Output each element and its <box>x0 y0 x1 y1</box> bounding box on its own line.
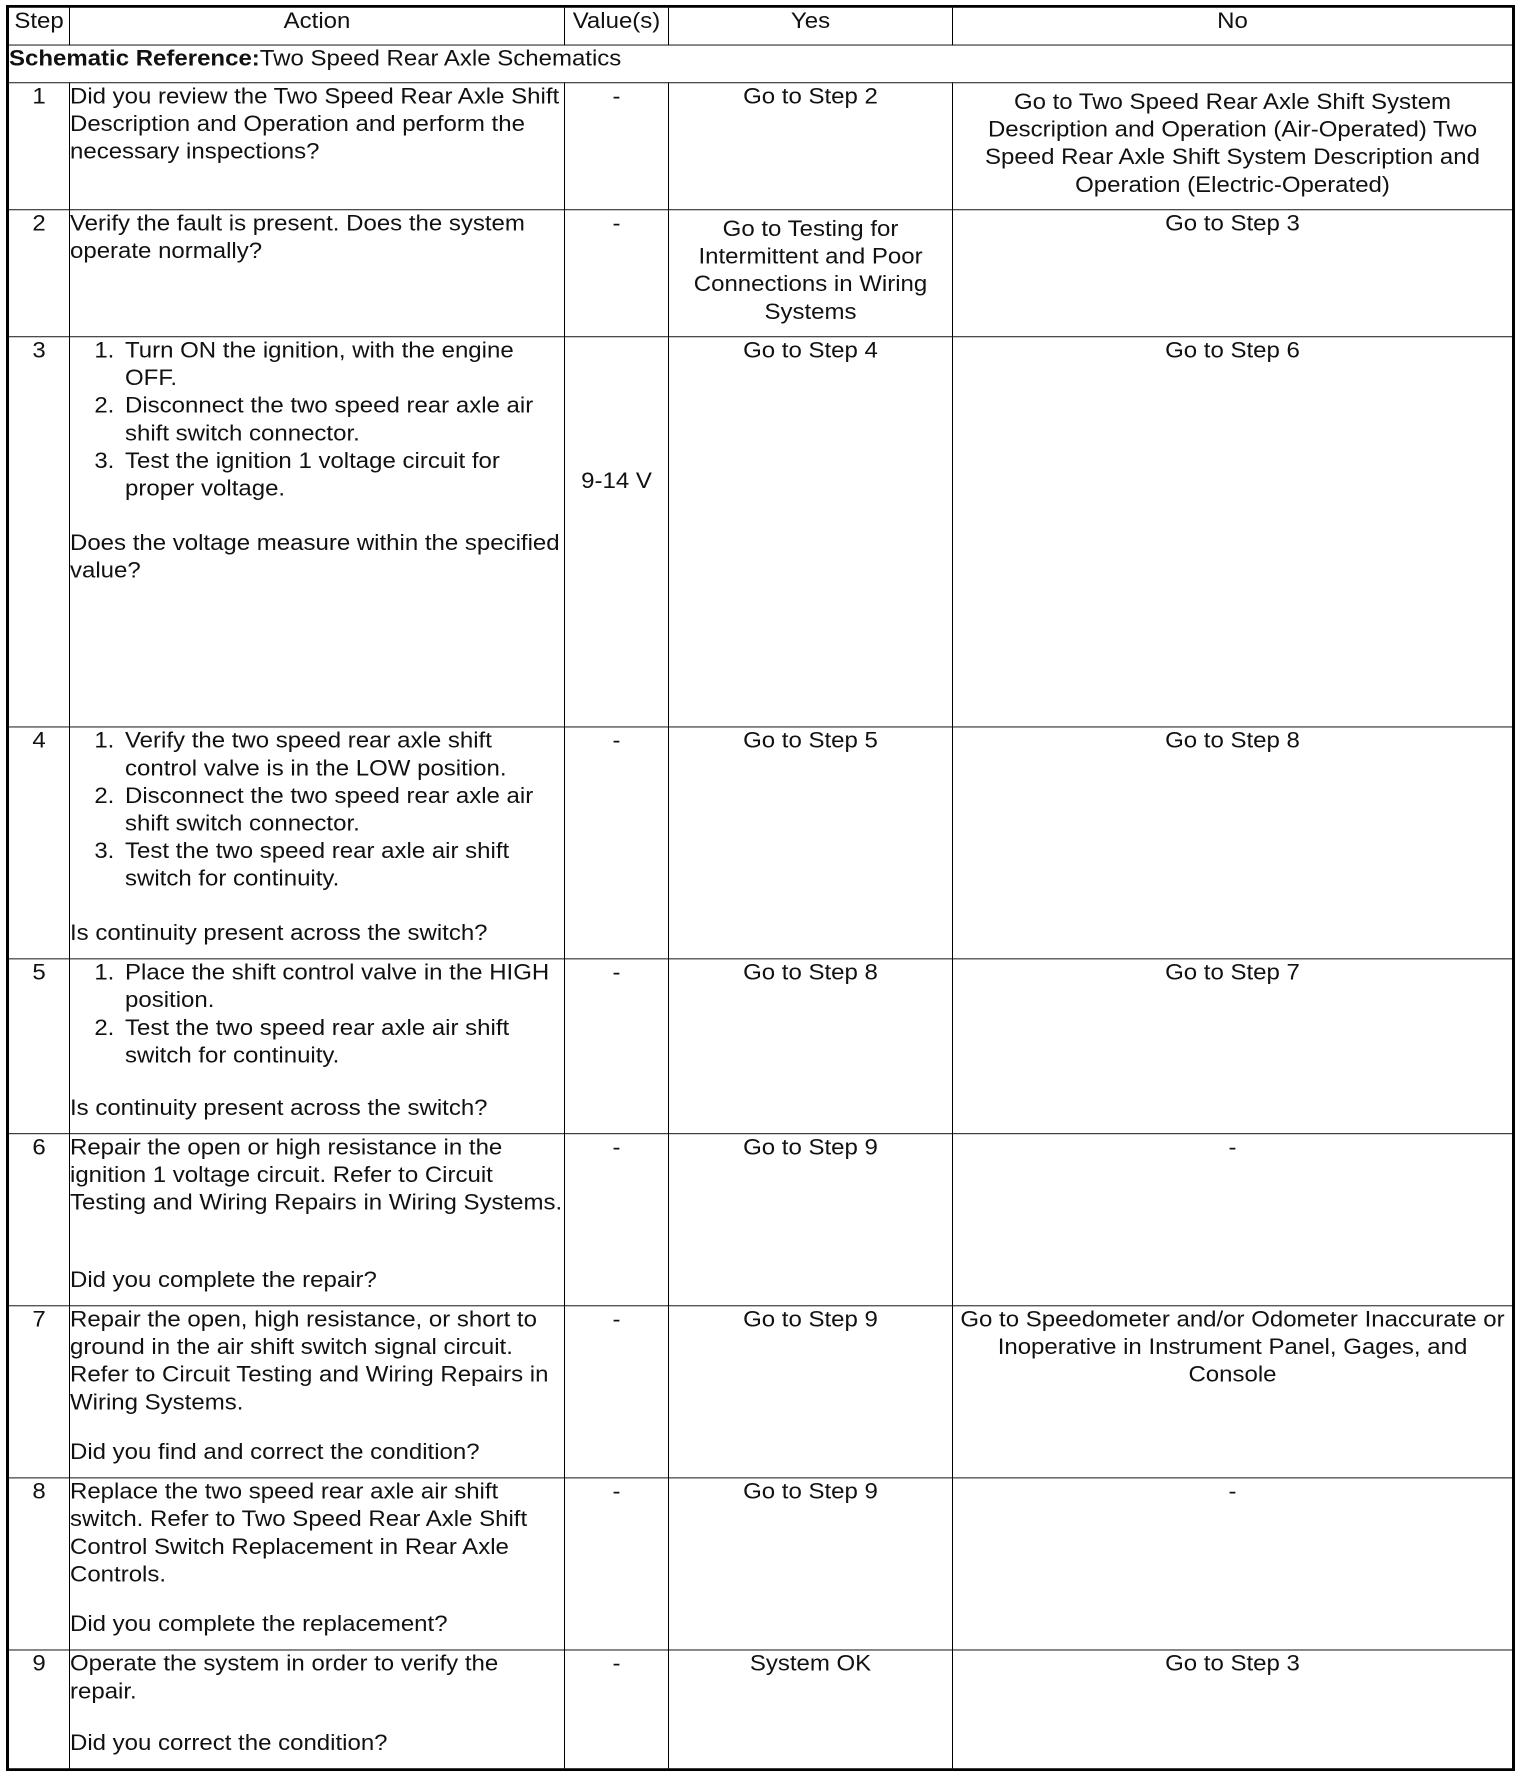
header-row <box>8 6 1514 45</box>
schematic-label: Schematic Reference: <box>9 46 260 72</box>
header-values: Value(s) <box>565 6 669 45</box>
action-question: Did you complete the replacement? <box>70 1611 448 1637</box>
action-step: 1. Verify the two speed rear axle shift control valve is in the LOW position. <box>121 727 564 782</box>
action-cell <box>70 727 565 959</box>
diagnostic-page <box>6 5 1512 1756</box>
schematic-reference <box>8 45 1514 83</box>
value-cell: - <box>565 959 669 1134</box>
action-step: 1. Turn ON the ignition, with the engine OFF. <box>121 337 564 392</box>
action-text: Verify the fault is present. Does the system operate normally? <box>70 211 525 264</box>
action-question: Did you find and correct the condition? <box>70 1439 480 1465</box>
step-number: 8 <box>8 1478 70 1650</box>
value-cell: - <box>565 210 669 337</box>
step-number: 5 <box>8 959 70 1134</box>
step-number: 7 <box>8 1306 70 1478</box>
step-number: 9 <box>8 1650 70 1770</box>
action-text: Repair the open or high resistance in the ignition 1 voltage circuit. Refer to Circuit Testing and Wiring Repairs in Wiring Systems. <box>70 1135 563 1216</box>
table-row <box>8 1650 1514 1770</box>
value-cell: 9-14 V <box>565 337 669 727</box>
header-no: No <box>953 6 1514 45</box>
action-step: 2. Disconnect the two speed rear axle air shift switch connector. <box>121 392 564 447</box>
action-step: 3. Test the two speed rear axle air shift switch for continuity. <box>121 838 564 893</box>
no-result[interactable]: Go to Speedometer and/or Odometer Inaccurate or Inoperative in Instrument Panel, Gages, and Console <box>953 1306 1514 1478</box>
action-question: Is continuity present across the switch? <box>70 920 488 946</box>
value-cell: - <box>565 1650 669 1770</box>
no-result[interactable]: Go to Step 3 <box>953 1650 1514 1770</box>
action-cell <box>70 83 565 210</box>
table-row <box>8 210 1514 337</box>
action-text: Replace the two speed rear axle air shift switch. Refer to Two Speed Rear Axle Shift Control Switch Replacement in Rear Axle Controls. <box>70 1479 528 1587</box>
action-text: Repair the open, high resistance, or short to ground in the air shift switch signal circuit. Refer to Circuit Testing and Wiring Repairs in Wiring Systems. <box>70 1307 549 1415</box>
action-steps <box>70 337 564 503</box>
yes-result[interactable]: Go to Step 2 <box>669 83 953 210</box>
value-cell: - <box>565 1306 669 1478</box>
value-cell: - <box>565 1478 669 1650</box>
step-number: 4 <box>8 727 70 959</box>
table-row <box>8 959 1514 1134</box>
action-cell <box>70 959 565 1134</box>
action-steps <box>70 727 564 893</box>
action-cell <box>70 1134 565 1306</box>
no-result[interactable]: Go to Step 7 <box>953 959 1514 1134</box>
yes-result: System OK <box>669 1650 953 1770</box>
no-result[interactable]: Go to Step 3 <box>953 210 1514 337</box>
table-row <box>8 727 1514 959</box>
action-question: Did you complete the repair? <box>70 1267 377 1293</box>
table-row <box>8 1306 1514 1478</box>
action-question: Does the voltage measure within the specified value? <box>70 530 560 583</box>
step-number: 6 <box>8 1134 70 1306</box>
value-cell: - <box>565 1134 669 1306</box>
header-step: Step <box>8 6 70 45</box>
action-question: Did you correct the condition? <box>70 1730 388 1756</box>
step-number: 2 <box>8 210 70 337</box>
action-cell <box>70 1650 565 1770</box>
action-cell <box>70 1306 565 1478</box>
action-question: Is continuity present across the switch? <box>70 1095 488 1121</box>
action-step: 2. Test the two speed rear axle air shift switch for continuity. <box>121 1015 564 1070</box>
value-cell: - <box>565 727 669 959</box>
action-cell <box>70 337 565 727</box>
header-yes: Yes <box>669 6 953 45</box>
yes-result[interactable]: Go to Step 9 <box>669 1134 953 1306</box>
yes-result[interactable]: Go to Step 4 <box>669 337 953 727</box>
no-result[interactable]: Go to Two Speed Rear Axle Shift System Description and Operation (Air-Operated) Two Speed Rear Axle Shift System Description and Operation (Electric-Operated) <box>953 83 1514 210</box>
header-action: Action <box>70 6 565 45</box>
table-row <box>8 337 1514 727</box>
action-text: Did you review the Two Speed Rear Axle Shift Description and Operation and perform the necessary inspections? <box>70 84 560 165</box>
no-result: - <box>953 1134 1514 1306</box>
action-steps <box>70 959 564 1069</box>
yes-result[interactable]: Go to Testing for Intermittent and Poor Connections in Wiring Systems <box>669 210 953 337</box>
action-step: 3. Test the ignition 1 voltage circuit for proper voltage. <box>121 448 564 503</box>
yes-result[interactable]: Go to Step 9 <box>669 1478 953 1650</box>
step-number: 3 <box>8 337 70 727</box>
table-row <box>8 1478 1514 1650</box>
schematic-link[interactable]: Two Speed Rear Axle Schematics <box>259 46 622 72</box>
step-number: 1 <box>8 83 70 210</box>
action-cell <box>70 210 565 337</box>
no-result[interactable]: Go to Step 6 <box>953 337 1514 727</box>
schematic-row <box>8 45 1514 83</box>
table-row <box>8 83 1514 210</box>
diagnostic-table <box>6 5 1515 1771</box>
table-row <box>8 1134 1514 1306</box>
action-text: Operate the system in order to verify the repair. <box>70 1651 499 1704</box>
value-cell: - <box>565 83 669 210</box>
action-step: 1. Place the shift control valve in the HIGH position. <box>121 959 564 1014</box>
yes-result[interactable]: Go to Step 5 <box>669 727 953 959</box>
action-step: 2. Disconnect the two speed rear axle air shift switch connector. <box>121 783 564 838</box>
no-result: - <box>953 1478 1514 1650</box>
no-result[interactable]: Go to Step 8 <box>953 727 1514 959</box>
yes-result[interactable]: Go to Step 9 <box>669 1306 953 1478</box>
yes-result[interactable]: Go to Step 8 <box>669 959 953 1134</box>
action-cell <box>70 1478 565 1650</box>
